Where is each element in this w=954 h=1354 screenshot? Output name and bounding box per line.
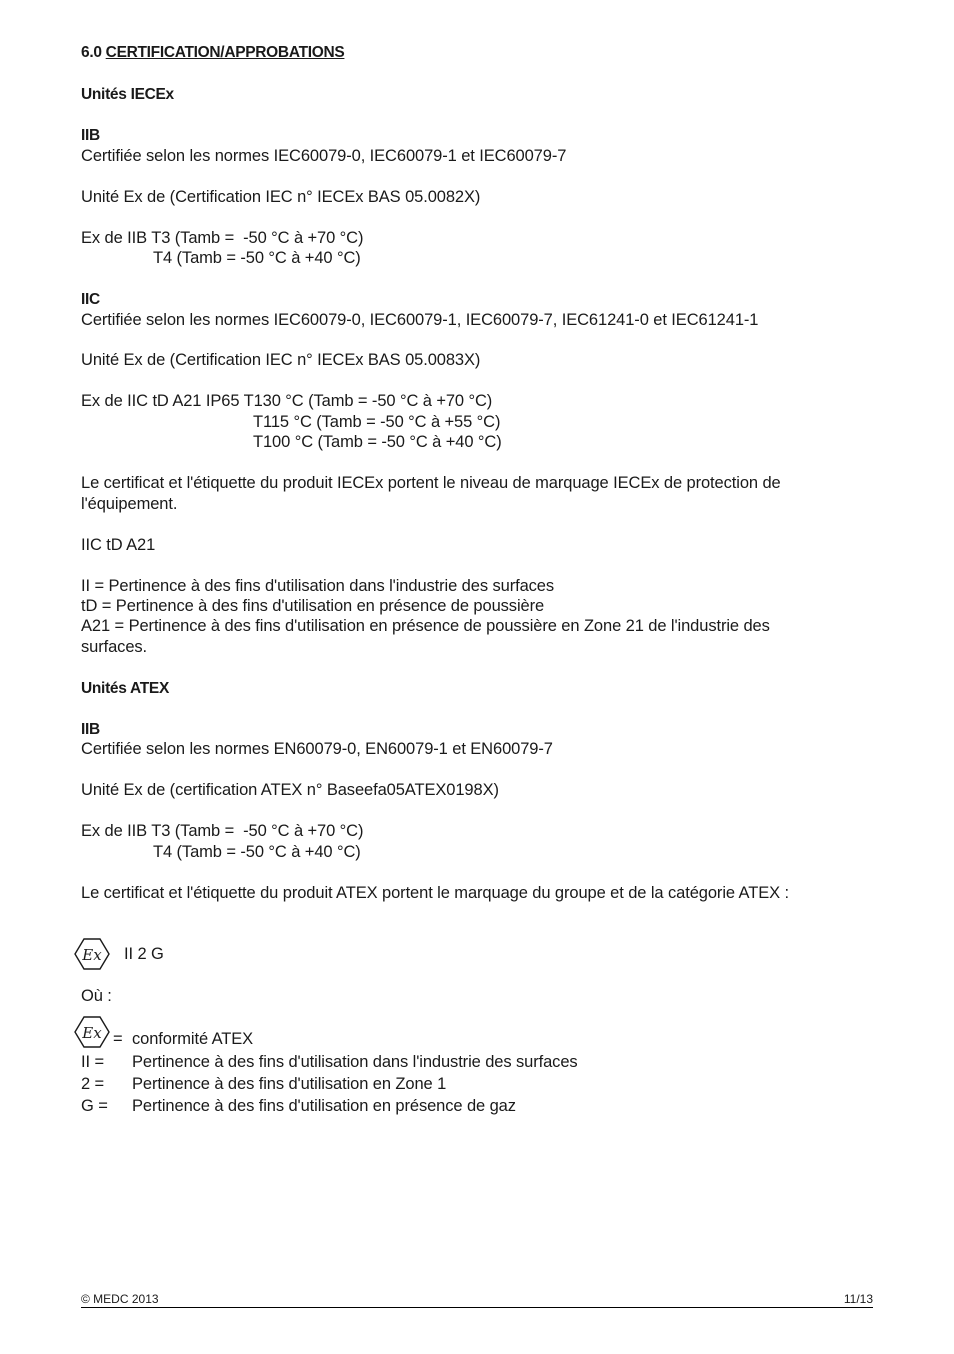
atex-iib-marking-2: T4 (Tamb = -50 °C à +40 °C) [153,843,361,861]
legend-key: II = [81,1053,104,1071]
iecex-iic-marking-2: T115 °C (Tamb = -50 °C à +55 °C) [253,413,501,431]
iecex-iic-marking-3: T100 °C (Tamb = -50 °C à +40 °C) [253,433,502,451]
legend-text: Pertinence à des fins d'utilisation dans l'industrie des surfaces [132,1053,578,1071]
iecex-definition-td: tD = Pertinence à des fins d'utilisation en présence de poussière [81,597,545,615]
iecex-epl-text-2: l'équipement. [81,495,178,513]
legend-text: conformité ATEX [132,1030,254,1048]
iecex-epl-text-1: Le certificat et l'étiquette du produit IECEx portent le niveau de marquage IECEx de protection de [81,474,781,492]
iecex-title: Unités IECEx [81,86,174,103]
iecex-iib-standards: Certifiée selon les normes IEC60079-0, IEC60079-1 et IEC60079-7 [81,147,567,165]
ex-hexagon-icon [74,1016,110,1048]
iecex-iib-label: IIB [81,127,100,144]
ex-symbol-text: Ex [82,946,102,964]
atex-iib-certificate: Unité Ex de (certification ATEX n° Baseefa05ATEX0198X) [81,781,499,799]
ex-symbol-text: Ex [82,1024,102,1042]
atex-iib-standards: Certifiée selon les normes EN60079-0, EN60079-1 et EN60079-7 [81,740,553,758]
legend-text: Pertinence à des fins d'utilisation en présence de gaz [132,1097,516,1115]
iecex-iic-certificate: Unité Ex de (Certification IEC n° IECEx BAS 05.0083X) [81,351,481,369]
legend-key: 2 = [81,1075,105,1093]
section-heading [81,43,344,63]
atex-marking-code: II 2 G [124,945,164,963]
atex-iib-label: IIB [81,721,100,738]
legend-text: Pertinence à des fins d'utilisation en Zone 1 [132,1075,447,1093]
iecex-iib-certificate: Unité Ex de (Certification IEC n° IECEx BAS 05.0082X) [81,188,481,206]
atex-iib-marking-1: Ex de IIB T3 (Tamb = -50 °C à +70 °C) [81,822,364,840]
ex-hexagon-icon [74,938,110,970]
iecex-definition-ii: II = Pertinence à des fins d'utilisation dans l'industrie des surfaces [81,577,555,595]
iecex-iic-standards: Certifiée selon les normes IEC60079-0, IEC60079-1, IEC60079-7, IEC61241-0 et IEC61241-1 [81,311,759,329]
atex-title: Unités ATEX [81,680,169,697]
section-number: 6.0 [81,44,102,61]
legend-key: = [113,1030,123,1048]
iecex-iic-marking-1: Ex de IIC tD A21 IP65 T130 °C (Tamb = -50 °C à +70 °C) [81,392,493,410]
iecex-definition-a21-cont: surfaces. [81,638,148,656]
legend-key: G = [81,1097,108,1115]
footer-copyright: © MEDC 2013 [81,1292,159,1306]
atex-where: Où : [81,987,112,1005]
footer-page-number: 11/13 [843,1292,873,1306]
iecex-definition-a21: A21 = Pertinence à des fins d'utilisation en présence de poussière en Zone 21 de l'industrie des [81,617,770,635]
iecex-iib-marking-1: Ex de IIB T3 (Tamb = -50 °C à +70 °C) [81,229,364,247]
atex-group-text: Le certificat et l'étiquette du produit ATEX portent le marquage du groupe et de la catégorie ATEX : [81,884,789,902]
iecex-epl-code: IIC tD A21 [81,536,156,554]
iecex-iib-marking-2: T4 (Tamb = -50 °C à +40 °C) [153,249,361,267]
iecex-iic-label: IIC [81,291,100,308]
section-title: CERTIFICATION/APPROBATIONS [105,44,345,61]
footer-divider [81,1307,873,1308]
